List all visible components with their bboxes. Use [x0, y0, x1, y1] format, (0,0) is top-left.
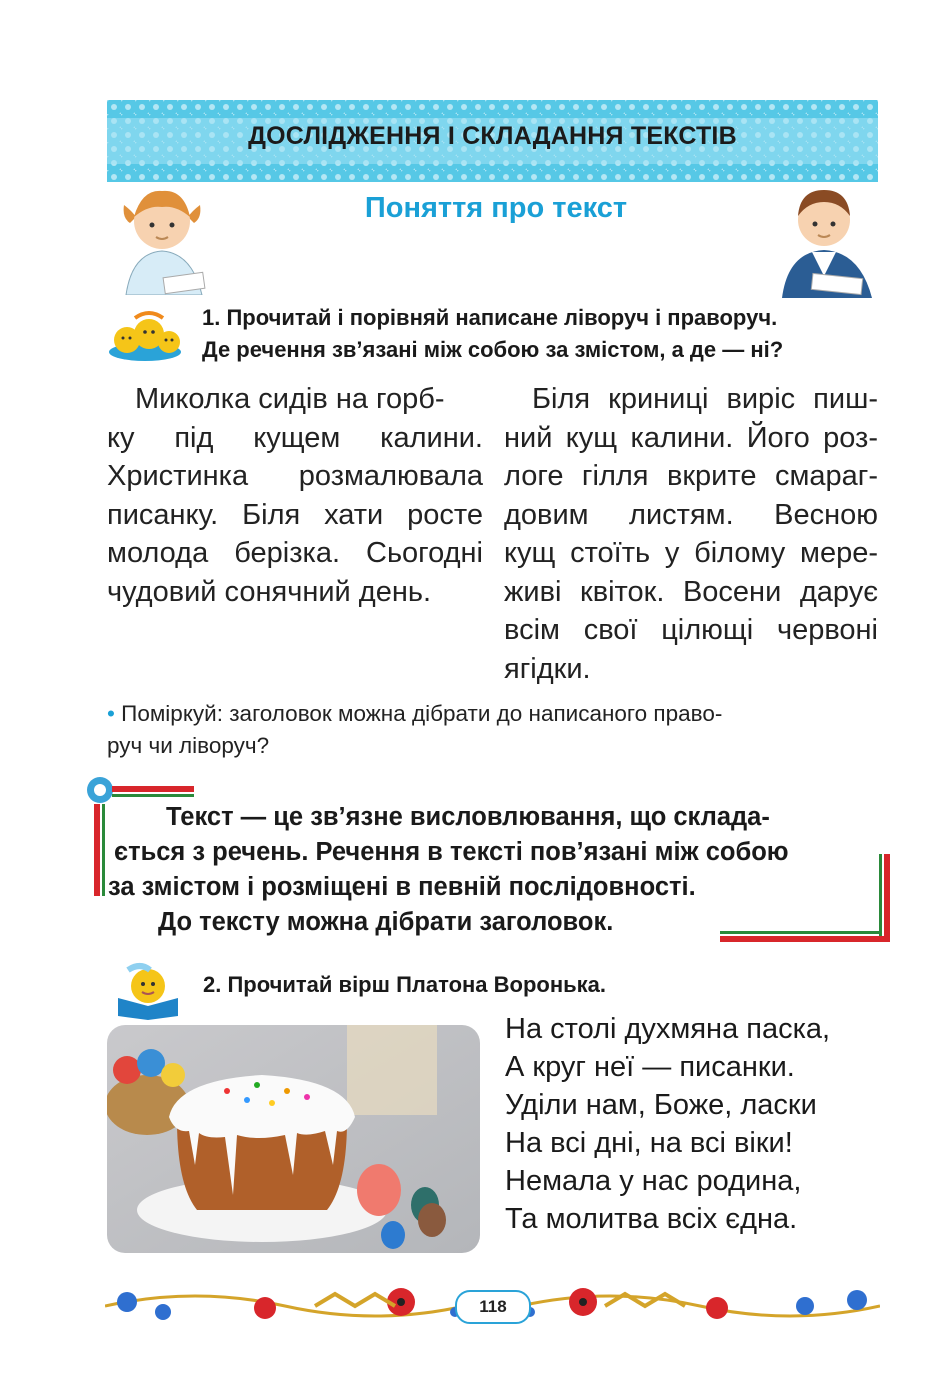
right-line-4: довим листям. Весною: [504, 498, 878, 531]
left-line-6: чудовий сонячний день.: [107, 575, 432, 608]
right-line-1: Біля криниці виріс пиш-: [532, 383, 878, 415]
poem: [505, 1010, 830, 1238]
easter-cake-photo: [107, 1025, 480, 1253]
task-1-line-2: Де речення зв’язані між собою за змістом, а де — ні?: [202, 337, 784, 362]
sun-characters-icon: [105, 304, 191, 364]
task-2-prompt: 2. Прочитай вірш Платона Воронька.: [203, 972, 607, 997]
right-line-5: кущ стоїть у білому мере-: [504, 537, 878, 569]
rule-line-2: ється з речень. Речення в тексті пов’язані між собою: [114, 838, 789, 866]
poem-line-4: На всі дні, на всі віки!: [505, 1127, 793, 1159]
poem-line-2: А круг неї — писанки.: [505, 1051, 795, 1083]
right-line-6: живі квіток. Восени дарує: [504, 575, 878, 608]
left-line-5: молода берізка. Сьогодні: [107, 537, 483, 569]
rule-line-1: Текст — це зв’язне висловлювання, що склада-: [166, 803, 770, 831]
left-line-1: Миколка сидів на горб-: [135, 383, 445, 415]
right-line-8: ягідки.: [504, 652, 591, 685]
poem-line-1: На столі духмяна паска,: [505, 1013, 831, 1045]
hint-question: [107, 698, 879, 762]
left-line-3: Христинка розмалювала: [107, 460, 483, 492]
task-1-line-1: 1. Прочитай і порівняй написане ліворуч і праворуч.: [202, 305, 778, 330]
left-text-column: [107, 380, 483, 611]
section-title: ДОСЛІДЖЕННЯ І СКЛАДАННЯ ТЕКСТІВ: [248, 122, 737, 150]
right-text-column: [504, 380, 878, 688]
hint-line-2: руч чи ліворуч?: [107, 733, 270, 758]
poem-line-3: Уділи нам, Боже, ласки: [505, 1089, 817, 1121]
right-line-3: логе гілля вкрите смараг-: [504, 460, 878, 492]
left-line-4: писанку. Біля хати росте: [107, 498, 483, 531]
right-line-2: ний кущ калини. Його роз-: [504, 421, 878, 454]
sun-reading-icon: [110, 962, 188, 1020]
right-line-7: всім свої цілющі червоні: [504, 614, 878, 646]
rule-line-3: за змістом і розміщені в певній послідовності.: [108, 873, 696, 901]
lesson-title: Поняття про текст: [364, 192, 628, 224]
left-line-2: ку під кущем калини.: [107, 421, 483, 454]
poem-line-5: Немала у нас родина,: [505, 1165, 802, 1197]
poem-line-6: Та молитва всіх єдна.: [505, 1203, 798, 1235]
page-number: 118: [455, 1290, 531, 1324]
rule-definition: [94, 800, 884, 940]
section-header-band: [107, 100, 878, 182]
rule-line-4: До тексту можна дібрати заголовок.: [158, 908, 614, 936]
task-1-prompt: [202, 302, 783, 366]
bullet-icon: •: [107, 701, 115, 726]
hint-line-1: Поміркуй: заголовок можна дібрати до написаного право-: [121, 701, 723, 726]
